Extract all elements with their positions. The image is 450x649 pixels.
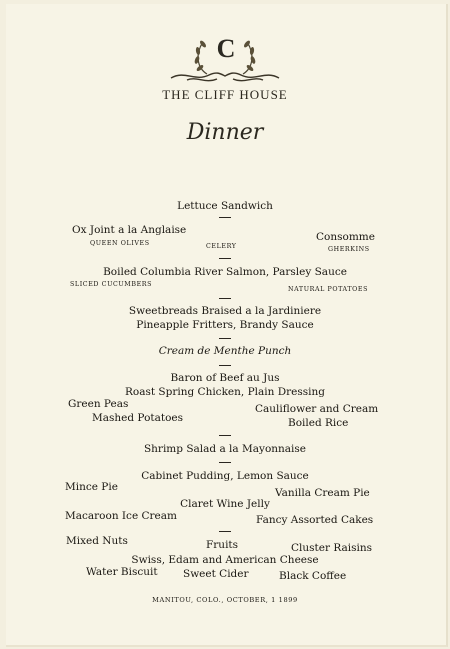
side-celery: CELERY bbox=[206, 243, 237, 250]
divider bbox=[219, 531, 231, 532]
side-natural-potatoes: NATURAL POTATOES bbox=[288, 286, 369, 293]
side-mashed-potatoes: Mashed Potatoes bbox=[92, 412, 184, 424]
side-boiled-rice: Boiled Rice bbox=[288, 417, 349, 429]
course-punch: Cream de Menthe Punch bbox=[158, 345, 292, 357]
side-green-peas: Green Peas bbox=[68, 398, 129, 410]
course-ox-joint: Ox Joint a la Anglaise bbox=[72, 224, 187, 236]
divider bbox=[219, 462, 231, 463]
item-water-biscuit: Water Biscuit bbox=[86, 566, 158, 578]
side-gherkins: GHERKINS bbox=[328, 246, 370, 253]
footer-date-location: MANITOU, COLO., OCTOBER, 1 1899 bbox=[152, 596, 298, 604]
course-spring-chicken: Roast Spring Chicken, Plain Dressing bbox=[124, 386, 325, 398]
divider bbox=[219, 435, 231, 436]
item-cheese: Swiss, Edam and American Cheese bbox=[131, 554, 319, 566]
course-baron-of-beef: Baron of Beef au Jus bbox=[170, 372, 280, 384]
course-shrimp-salad: Shrimp Salad a la Mayonnaise bbox=[143, 443, 307, 455]
restaurant-title: THE CLIFF HOUSE bbox=[162, 87, 288, 102]
dessert-cabinet-pudding: Cabinet Pudding, Lemon Sauce bbox=[141, 470, 309, 482]
course-lettuce-sandwich: Lettuce Sandwich bbox=[177, 200, 273, 212]
dessert-fancy-cakes: Fancy Assorted Cakes bbox=[256, 514, 374, 526]
dessert-vanilla-cream-pie: Vanilla Cream Pie bbox=[275, 487, 370, 499]
divider bbox=[219, 217, 231, 218]
dessert-claret-jelly: Claret Wine Jelly bbox=[180, 498, 270, 510]
item-cluster-raisins: Cluster Raisins bbox=[291, 542, 372, 554]
divider bbox=[219, 258, 231, 259]
course-sweetbreads: Sweetbreads Braised a la Jardiniere bbox=[128, 305, 322, 317]
course-salmon: Boiled Columbia River Salmon, Parsley Sauce bbox=[103, 266, 347, 278]
item-fruits: Fruits bbox=[206, 539, 239, 551]
divider bbox=[219, 338, 231, 339]
item-sweet-cider: Sweet Cider bbox=[183, 568, 249, 580]
menu-heading: Dinner bbox=[186, 120, 264, 145]
dessert-macaroon-ice-cream: Macaroon Ice Cream bbox=[65, 510, 177, 522]
side-sliced-cucumbers: SLICED CUCUMBERS bbox=[70, 281, 153, 288]
divider bbox=[219, 298, 231, 299]
side-queen-olives: QUEEN OLIVES bbox=[90, 240, 150, 247]
item-mixed-nuts: Mixed Nuts bbox=[66, 535, 128, 547]
dessert-mince-pie: Mince Pie bbox=[65, 481, 118, 493]
course-pineapple-fritters: Pineapple Fritters, Brandy Sauce bbox=[136, 319, 314, 331]
side-cauliflower: Cauliflower and Cream bbox=[255, 403, 379, 415]
item-black-coffee: Black Coffee bbox=[279, 570, 347, 582]
crest-monogram: C bbox=[216, 34, 236, 63]
course-consomme: Consomme bbox=[316, 231, 375, 243]
divider bbox=[219, 365, 231, 366]
